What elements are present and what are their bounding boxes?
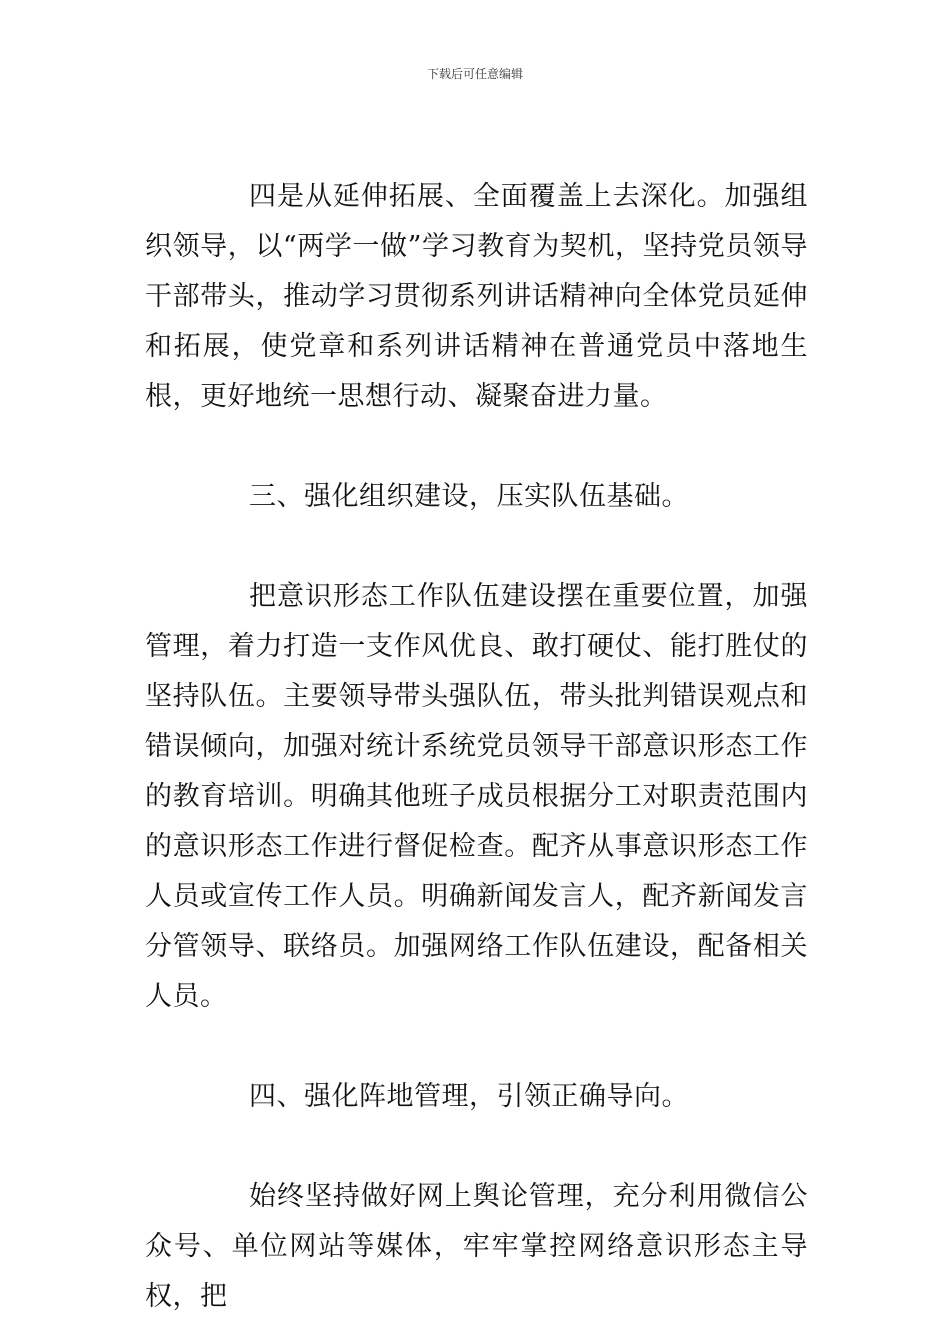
paragraph-spacer	[145, 1122, 808, 1172]
paragraph-spacer	[145, 522, 808, 572]
page-header-note: 下载后可任意编辑	[426, 67, 523, 81]
paragraph-spacer	[145, 1022, 808, 1072]
document-body	[145, 172, 808, 1322]
paragraph-spacer	[145, 422, 808, 472]
section-heading-position-management: 四、强化阵地管理，引领正确导向。	[249, 1081, 689, 1112]
paragraph-deepening: 四是从延伸拓展、全面覆盖上去深化。加强组织领导，以“两学一做”学习教育为契机，坚持党员领导干部带头，推动学习贯彻系列讲话精神向全体党员延伸和拓展，使党章和系列讲话精神在普通党员中落地生根，更好地统一思想行动、凝聚奋进力量。	[145, 181, 808, 412]
paragraph-online-opinion: 始终坚持做好网上舆论管理，充分利用微信公众号、单位网站等媒体，牢牢掌控网络意识形态主导权，把	[145, 1181, 808, 1312]
section-heading-organization: 三、强化组织建设，压实队伍基础。	[249, 481, 689, 512]
paragraph-team-building: 把意识形态工作队伍建设摆在重要位置，加强管理，着力打造一支作风优良、敢打硬仗、能打胜仗的坚持队伍。主要领导带头强队伍，带头批判错误观点和错误倾向，加强对统计系统党员领导干部意识形态工作的教育培训。明确其他班子成员根据分工对职责范围内的意识形态工作进行督促检查。配齐从事意识形态工作人员或宣传工作人员。明确新闻发言人，配齐新闻发言分管领导、联络员。加强网络工作队伍建设，配备相关人员。	[145, 581, 808, 1012]
